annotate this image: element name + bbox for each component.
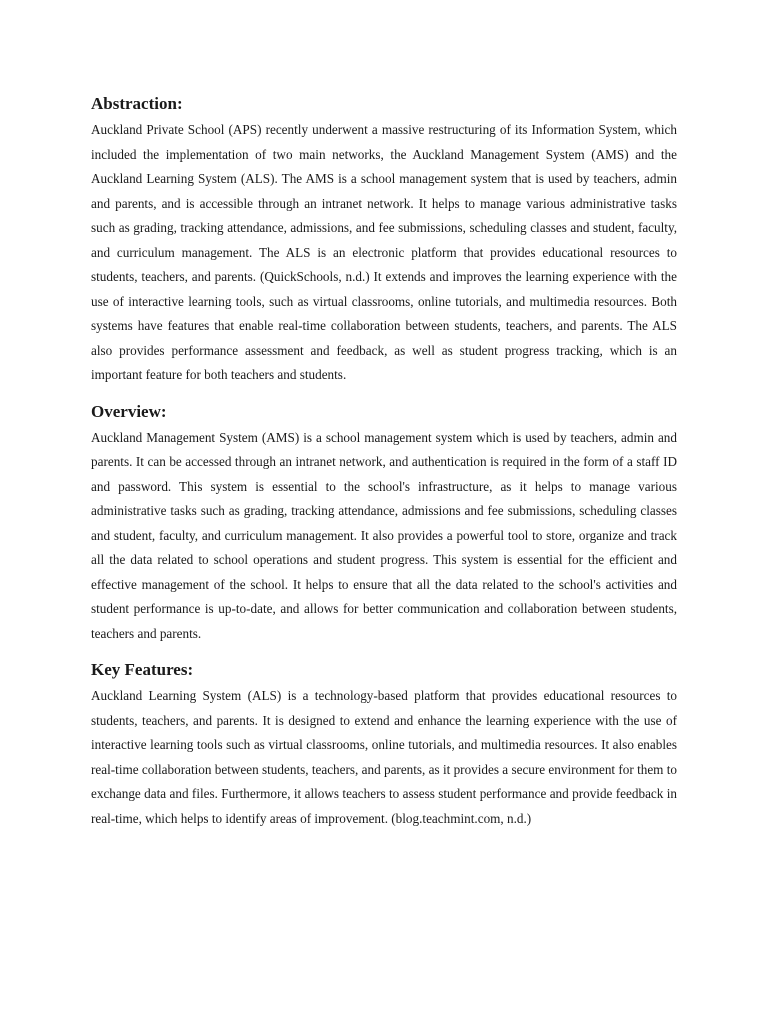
section-heading-overview: Overview:: [91, 401, 167, 421]
section-heading-abstraction: Abstraction:: [91, 94, 183, 113]
section-body-abstraction: Auckland Private School (APS) recently underwent a massive restructuring of its Information System, which included the implementation of two main networks, the Auckland Management System (AMS) and the Auckland Learning System (ALS). The AMS is a school management system that is used by teachers, admin and parents, and is accessible through an intranet network. It helps to manage various administrative tasks such as grading, tracking attendance, admissions, and fee submissions, scheduling classes and student, faculty, and curriculum management. The ALS is an electronic platform that provides educational resources to students, teachers, and parents. (QuickSchools, n.d.) It extends and improves the learning experience with the use of interactive learning tools, such as virtual classrooms, online tutorials, and multimedia resources. Both systems have features that enable real-time collaboration between students, teachers, and parents. The ALS also provides performance assessment and feedback, as well as student progress tracking, which is an important feature for both teachers and students.: [91, 122, 677, 382]
section-abstraction: [91, 90, 677, 388]
section-body-key-features: Auckland Learning System (ALS) is a technology-based platform that provides educational resources to students, teachers, and parents. It is designed to extend and enhance the learning experience with the use of interactive learning tools such as virtual classrooms, online tutorials, and multimedia resources. It also enables real-time collaboration between students, teachers, and parents, as it provides a secure environment for them to exchange data and files. Furthermore, it allows teachers to assess student performance and provide feedback in real-time, which helps to identify areas of improvement. (blog.teachmint.com, n.d.): [91, 688, 677, 826]
section-body-overview: Auckland Management System (AMS) is a school management system which is used by teachers, admin and parents. It can be accessed through an intranet network, and authentication is required in the form of a staff ID and password. This system is essential to the school's infrastructure, as it helps to manage various administrative tasks such as grading, tracking attendance, admissions and fee submissions, scheduling classes and student, faculty, and curriculum management. It also provides a powerful tool to store, organize and track all the data related to school operations and student progress. This system is essential for the efficient and effective management of the school. It helps to ensure that all the data related to the school's activities and student performance is up-to-date, and allows for better communication and collaboration between students, teachers and parents.: [91, 429, 677, 641]
document-page: [91, 90, 677, 831]
section-overview: [91, 398, 677, 647]
section-heading-key-features: Key Features:: [91, 660, 194, 679]
section-key-features: [91, 656, 677, 831]
